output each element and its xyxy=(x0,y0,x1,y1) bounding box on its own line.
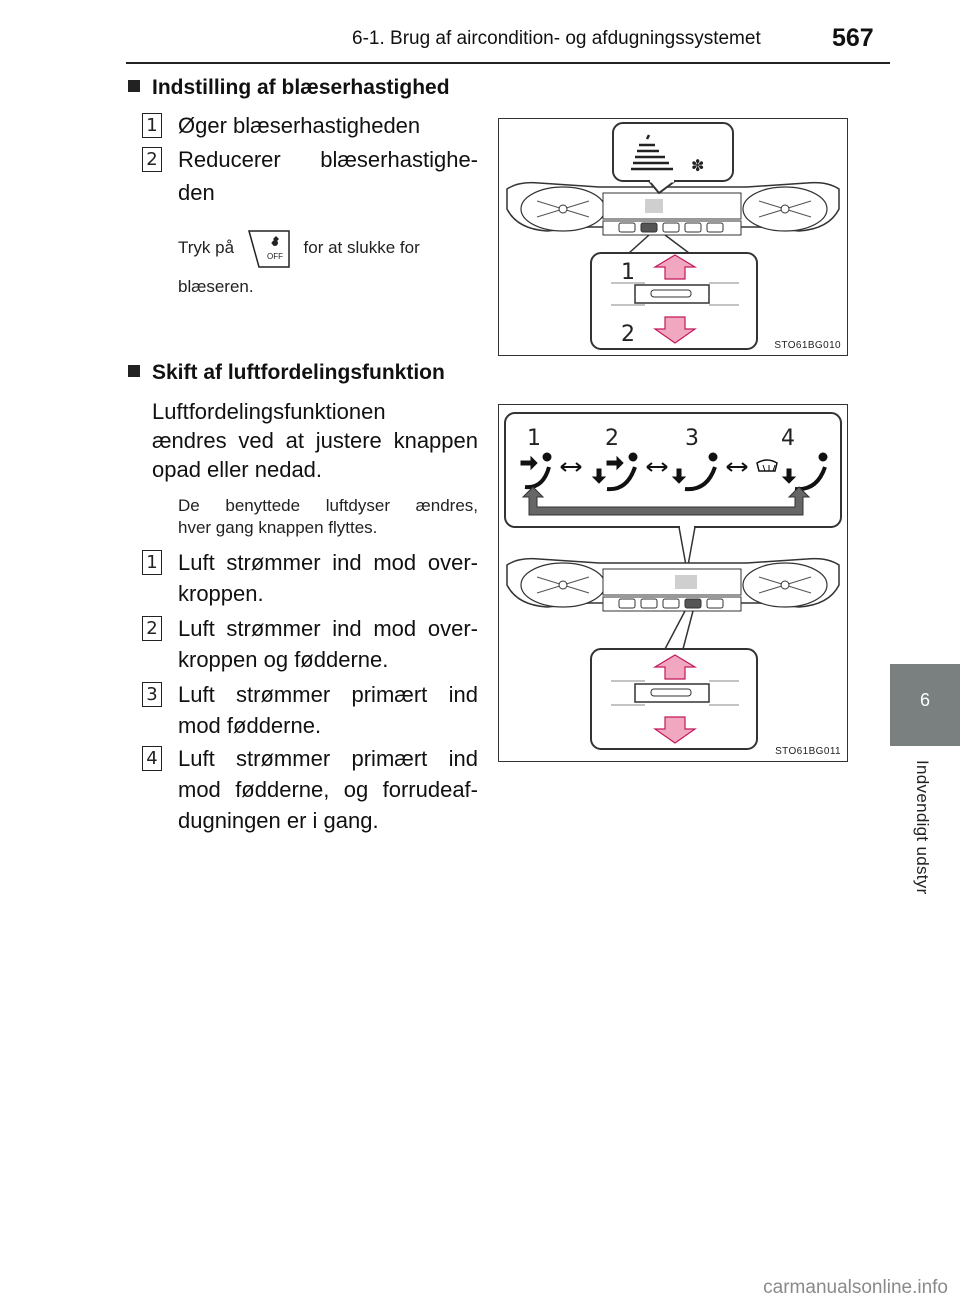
note-after: for at slukke for xyxy=(303,238,420,257)
figure-code: STO61BG011 xyxy=(775,746,841,757)
fan-off-note-line2: blæseren. xyxy=(178,277,254,296)
section-heading-air-distribution xyxy=(128,361,445,385)
note-line1: De benyttede luftdyser ændres, xyxy=(178,496,478,515)
chapter-label-area xyxy=(890,746,960,1006)
figure2-callout-2: 2 xyxy=(605,426,619,451)
mode-number-3: 3 xyxy=(142,682,162,707)
mode-3-line1: Luft strømmer primært ind xyxy=(178,682,478,707)
mode-3-line2: mod fødderne. xyxy=(178,713,322,738)
mode-1-line2: kroppen. xyxy=(178,581,264,606)
step-text-1: Øger blæserhastigheden xyxy=(178,113,421,138)
fan-speed-illustration xyxy=(499,119,847,355)
heading-text: Skift af luftfordelingsfunktion xyxy=(152,361,445,384)
step-number-1: 1 xyxy=(142,113,162,138)
mode-number-1: 1 xyxy=(142,550,162,575)
svg-text:✽: ✽ xyxy=(691,156,705,175)
mode-4-line1: Luft strømmer primært ind xyxy=(178,746,478,771)
square-bullet-icon xyxy=(128,365,140,377)
figure-code: STO61BG010 xyxy=(774,340,841,351)
chapter-number: 6 xyxy=(919,690,930,710)
mode-4-line3: dugningen er i gang. xyxy=(178,808,379,833)
chapter-tab[interactable] xyxy=(890,664,960,746)
fan-off-button-icon xyxy=(245,227,293,271)
fan-speed-figure xyxy=(498,118,848,356)
intro-line2: ændres ved at justere knappen xyxy=(152,428,478,453)
heading-text: Indstilling af blæserhastighed xyxy=(152,76,450,99)
mode-1-line1: Luft strømmer ind mod over- xyxy=(178,550,478,575)
figure1-callout-1: 1 xyxy=(621,260,635,285)
page-number: 567 xyxy=(832,24,874,52)
figure2-callout-3: 3 xyxy=(685,426,699,451)
figure2-callout-4: 4 xyxy=(781,426,795,451)
header-rule xyxy=(126,62,890,64)
air-distribution-figure xyxy=(498,404,848,762)
mode-number-4: 4 xyxy=(142,746,162,771)
step-number-2: 2 xyxy=(142,147,162,172)
mode-number-2: 2 xyxy=(142,616,162,641)
svg-text:OFF: OFF xyxy=(266,251,283,261)
square-bullet-icon xyxy=(128,80,140,92)
step-text-2-line2: den xyxy=(178,180,215,205)
figure1-callout-2: 2 xyxy=(621,322,635,347)
mode-4-line2: mod fødderne, og forrudeaf- xyxy=(178,777,478,802)
figure2-callout-1: 1 xyxy=(527,426,541,451)
air-distribution-illustration xyxy=(499,405,847,761)
watermark: carmanualsonline.info xyxy=(763,1277,948,1298)
note-line2: hver gang knappen flyttes. xyxy=(178,518,378,537)
fan-off-note xyxy=(178,226,478,271)
intro-line1: Luftfordelingsfunktionen xyxy=(152,399,386,424)
note-before: Tryk på xyxy=(178,238,235,257)
mode-2-line2: kroppen og fødderne. xyxy=(178,647,389,672)
section-heading-fan-speed xyxy=(128,76,450,100)
chapter-label: Indvendigt udstyr xyxy=(913,760,932,895)
intro-line3: opad eller nedad. xyxy=(152,457,323,482)
mode-2-line1: Luft strømmer ind mod over- xyxy=(178,616,478,641)
running-header: 6-1. Brug af aircondition- og afdugningssystemet xyxy=(352,28,761,49)
step-text-2-line1: Reducerer blæserhastighe- xyxy=(178,147,478,172)
